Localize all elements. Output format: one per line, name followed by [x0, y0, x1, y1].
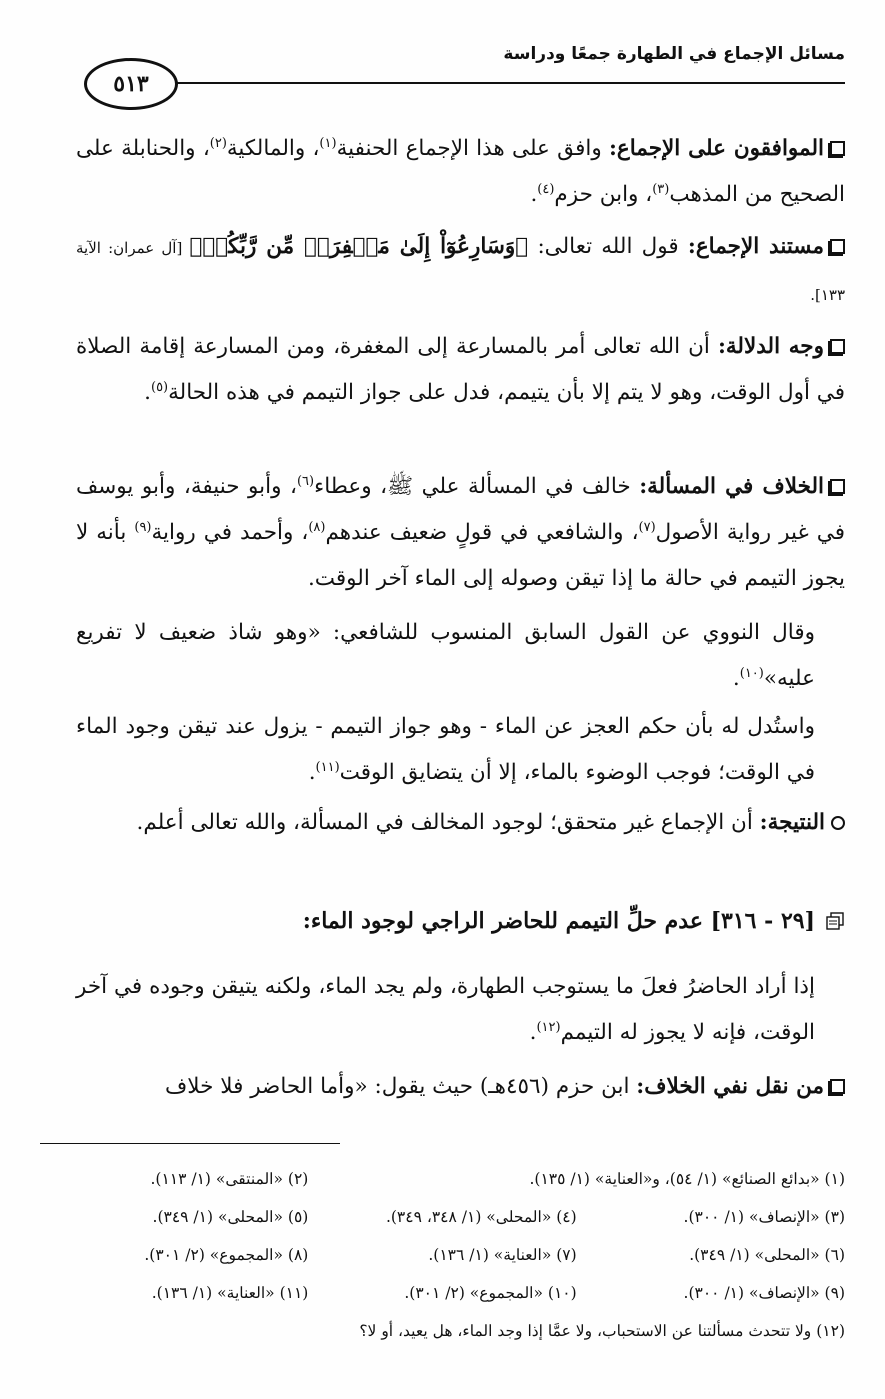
- paragraph-text: واستُدل له بأن حكم العجز عن الماء - وهو جواز التيمم - يزول عند تيقن وجود الماء في الوقت؛ فوجب الوضوء بالماء، إلا أن يتضايق الوقت: [76, 714, 815, 785]
- square-bullet-icon: [830, 239, 845, 254]
- footnote: (٥) «المحلى» (١/ ٣٤٩).: [152, 1208, 309, 1226]
- paragraph-text: قول الله تعالى:: [528, 234, 688, 259]
- paragraph-transmitter: [76, 1064, 845, 1110]
- square-bullet-icon: [830, 339, 845, 354]
- footnote-ref: (٢): [209, 135, 227, 151]
- square-bullet-icon: [830, 141, 845, 156]
- footnote: (١١) «العناية» (١/ ١٣٦).: [151, 1284, 309, 1302]
- section-heading: [76, 908, 845, 934]
- paragraph-nawawi: [76, 610, 845, 702]
- paragraph-label: مستند الإجماع:: [687, 234, 825, 259]
- footnote: (٣) «الإنصاف» (١/ ٣٠٠).: [683, 1208, 845, 1226]
- document-stack-icon: [825, 911, 845, 931]
- paragraph-label: النتيجة:: [759, 810, 825, 835]
- paragraph-text: إذا أراد الحاضرُ فعلَ ما يستوجب الطهارة، ولم يجد الماء، ولكنه يتيقن وجوده في آخر الوقت، فإنه لا يجوز له التيمم: [76, 974, 815, 1045]
- paragraph-text: أن الله تعالى أمر بالمسارعة إلى المغفرة، ومن المسارعة إقامة الصلاة في أول الوقت، وهو لا يتم إلا بأن يتيمم، فدل على جواز التيمم في هذه الحالة: [76, 334, 845, 405]
- footnote-rule: [40, 1143, 340, 1144]
- header-rule: [170, 82, 845, 84]
- verse-reference: [آل عمران: الآية ١٣٣].: [76, 239, 845, 304]
- page-number: ٥١٣: [84, 58, 178, 110]
- paragraph-evidence: [76, 224, 845, 318]
- paragraph-inference: [76, 324, 845, 416]
- paragraph-text: ابن حزم (٤٥٦هـ) حيث يقول: «وأما الحاضر فلا خلاف: [165, 1074, 637, 1099]
- running-header-title: مسائل الإجماع في الطهارة جمعًا ودراسة: [503, 44, 845, 64]
- footnote: (١٢) ولا تتحدث مسألتنا عن الاستحباب، ولا عمَّا إذا وجد الماء، هل يعيد، أو لا؟: [359, 1322, 845, 1340]
- paragraph-label: الخلاف في المسألة:: [639, 474, 825, 499]
- square-bullet-icon: [830, 479, 845, 494]
- footnote: (٦) «المحلى» (١/ ٣٤٩).: [689, 1246, 845, 1264]
- footnote-row: [40, 1160, 845, 1198]
- paragraph-argument: [76, 704, 845, 796]
- paragraph-text: وافق على هذا الإجماع الحنفية: [336, 136, 609, 161]
- paragraph-text: .: [529, 1020, 537, 1045]
- footnote-ref: (١٠): [739, 665, 764, 681]
- footnote-ref: (٨): [308, 519, 326, 535]
- paragraph-label: وجه الدلالة:: [717, 334, 824, 359]
- footnote: (٨) «المجموع» (٢/ ٣٠١).: [144, 1246, 309, 1264]
- footnote: (٩) «الإنصاف» (١/ ٣٠٠).: [683, 1284, 845, 1302]
- footnote-row: [40, 1198, 845, 1236]
- paragraph-text: بأنه لا يجوز التيمم في حالة ما إذا تيقن وصوله إلى الماء آخر الوقت.: [76, 520, 845, 591]
- section-title: [٢٩ - ٣١٦] عدم حلِّ التيمم للحاضر الراجي لوجود الماء:: [302, 908, 815, 934]
- paragraph-result: [76, 800, 845, 846]
- paragraph-label: الموافقون على الإجماع:: [608, 136, 824, 161]
- paragraph-text: .: [530, 182, 538, 207]
- footnote-ref: (٩): [134, 519, 152, 535]
- paragraph-text: ، وأحمد في رواية: [151, 520, 309, 545]
- circle-bullet-icon: [831, 816, 845, 830]
- footnote: (٢) «المنتقى» (١/ ١١٣).: [150, 1170, 309, 1188]
- paragraph-text: ، وابن حزم: [554, 182, 653, 207]
- footnote-ref: (٥): [150, 379, 169, 395]
- footnote: (٤) «المحلى» (١/ ٣٤٨، ٣٤٩).: [385, 1208, 577, 1226]
- footnote-ref: (٣): [652, 181, 670, 197]
- quran-verse: ﴿وَسَارِعُوٓاْ إِلَىٰ مَغۡفِرَةٖ مِّن رَّبِّكُمۡ﴾: [189, 234, 529, 259]
- footnote-ref: (١٢): [536, 1019, 561, 1035]
- paragraph-text: ، وأبو حنيفة، وأبو يوسف في غير رواية الأصول: [76, 474, 845, 545]
- paragraph-text: ، والمالكية: [226, 136, 320, 161]
- footnote-ref: (٦): [296, 473, 315, 489]
- footnote-ref: (٧): [638, 519, 656, 535]
- footnote-row: [40, 1236, 845, 1274]
- paragraph-intro: [76, 964, 845, 1056]
- paragraph-label: من نقل نفي الخلاف:: [636, 1074, 824, 1099]
- paragraph-dispute: [76, 464, 845, 602]
- footnotes: [40, 1160, 845, 1350]
- footnote-row: [40, 1274, 845, 1312]
- footnote-ref: (١١): [315, 759, 340, 775]
- paragraph-text: أن الإجماع غير متحقق؛ لوجود المخالف في المسألة، والله تعالى أعلم.: [136, 810, 760, 835]
- paragraph-text: ، والشافعي في قولٍ ضعيف عندهم: [325, 520, 639, 545]
- paragraph-text: .: [732, 666, 740, 691]
- paragraph-text: ، والحنابلة على الصحيح من المذهب: [76, 136, 845, 207]
- paragraph-text: .: [144, 380, 151, 405]
- footnote: (٧) «العناية» (١/ ١٣٦).: [428, 1246, 577, 1264]
- footnote-ref: (٤): [537, 181, 555, 197]
- square-bullet-icon: [830, 1079, 845, 1094]
- footnote: (١) «بدائع الصنائع» (١/ ٥٤)، و«العناية» (١/ ١٣٥).: [529, 1170, 845, 1188]
- paragraph-text: خالف في المسألة علي ﷺ، وعطاء: [314, 474, 640, 499]
- footnote-ref: (١): [319, 135, 337, 151]
- paragraph-text: .: [308, 760, 316, 785]
- paragraph-agreeing: [76, 126, 845, 218]
- paragraph-text: وقال النووي عن القول السابق المنسوب للشافعي: «وهو شاذ ضعيف لا تفريع عليه»: [76, 620, 815, 691]
- footnote: (١٠) «المجموع» (٢/ ٣٠١).: [404, 1284, 577, 1302]
